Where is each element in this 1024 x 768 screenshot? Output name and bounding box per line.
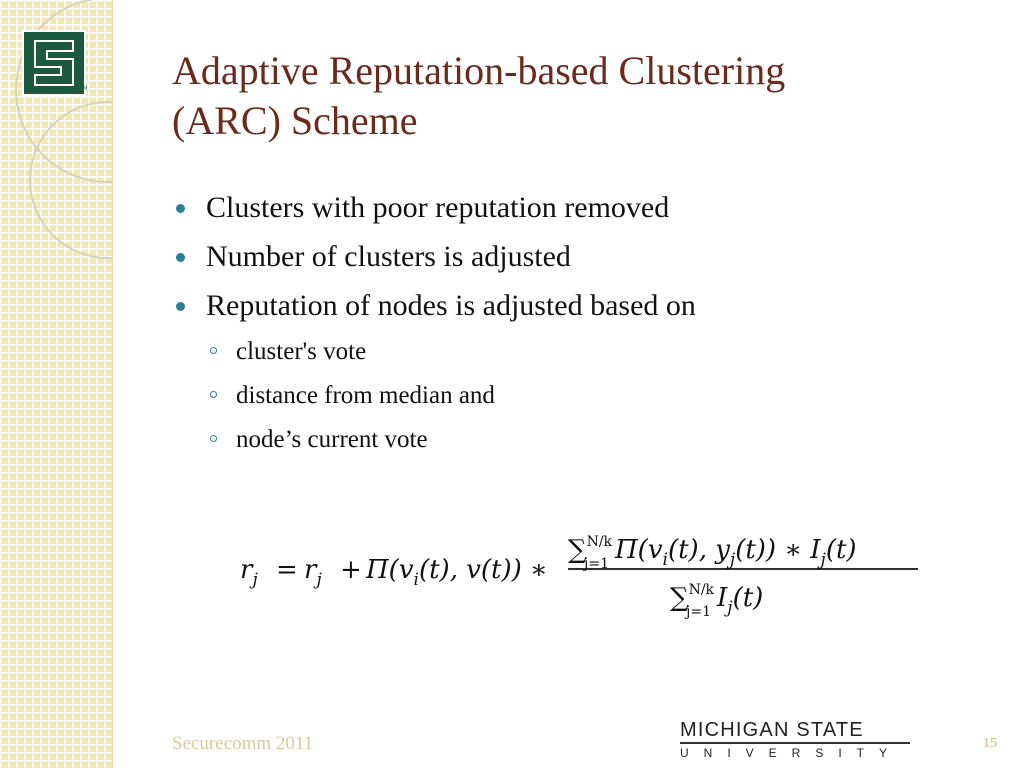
formula-numerator: ∑$^{N/k}$ j=1 $\Pi(v_i(t)$, $y_j(t)$) ∗ $I_j(t)$ [568,534,857,572]
formula-pi-term: $\Pi(v_i(t)$, v(t)) ∗ [366,555,548,590]
sub-bullet-ring-icon [210,347,217,354]
slide-page-number: 15 [983,736,997,751]
bullet-text: Number of clusters is adjusted [206,240,571,273]
sub-bullet-item [172,377,952,414]
sub-bullet-ring-icon [210,391,217,398]
title-line-2: (ARC) Scheme [172,98,418,143]
spartan-s-logo [22,30,86,96]
formula-plus: + [340,555,362,585]
footer-conference-label: Securecomm 2011 [172,733,314,754]
reputation-formula [238,520,928,620]
sub-bullet-text: distance from median and [236,382,495,409]
formula-rhs-first: $r_j$ [304,555,322,590]
formula-lhs: $r_j$ [240,555,258,590]
bullet-dot-icon [176,204,185,213]
sub-bullet-ring-icon [210,435,217,442]
bullet-item [172,284,952,328]
msu-wordmark-top: MICHIGAN STATE [680,719,864,741]
sub-bullet-item [172,421,952,458]
slide-title [172,46,992,146]
msu-wordmark-bottom: UNIVERSITY [680,745,903,760]
formula-equals: = [276,555,298,585]
bullet-item [172,186,952,230]
bullet-dot-icon [176,302,185,311]
bullet-item [172,235,952,279]
bullet-dot-icon [176,253,185,262]
decorative-rings [0,0,112,768]
formula-denominator: ∑$^{N/k}$ j=1 $I_j(t)$ [670,582,764,620]
bullet-list [172,186,952,465]
msu-wordmark-rule [680,742,910,744]
sub-bullet-text: cluster's vote [236,338,367,365]
bullet-text: Reputation of nodes is adjusted based on [206,289,696,322]
msu-wordmark-logo [680,720,912,760]
sub-bullet-item [172,333,952,370]
trademark-mark: TM [80,86,88,92]
bullet-text: Clusters with poor reputation removed [206,191,670,224]
decorative-side-strip [0,0,113,768]
title-line-1: Adaptive Reputation-based Clustering [172,48,786,93]
sub-bullet-text: node’s current vote [236,426,428,453]
